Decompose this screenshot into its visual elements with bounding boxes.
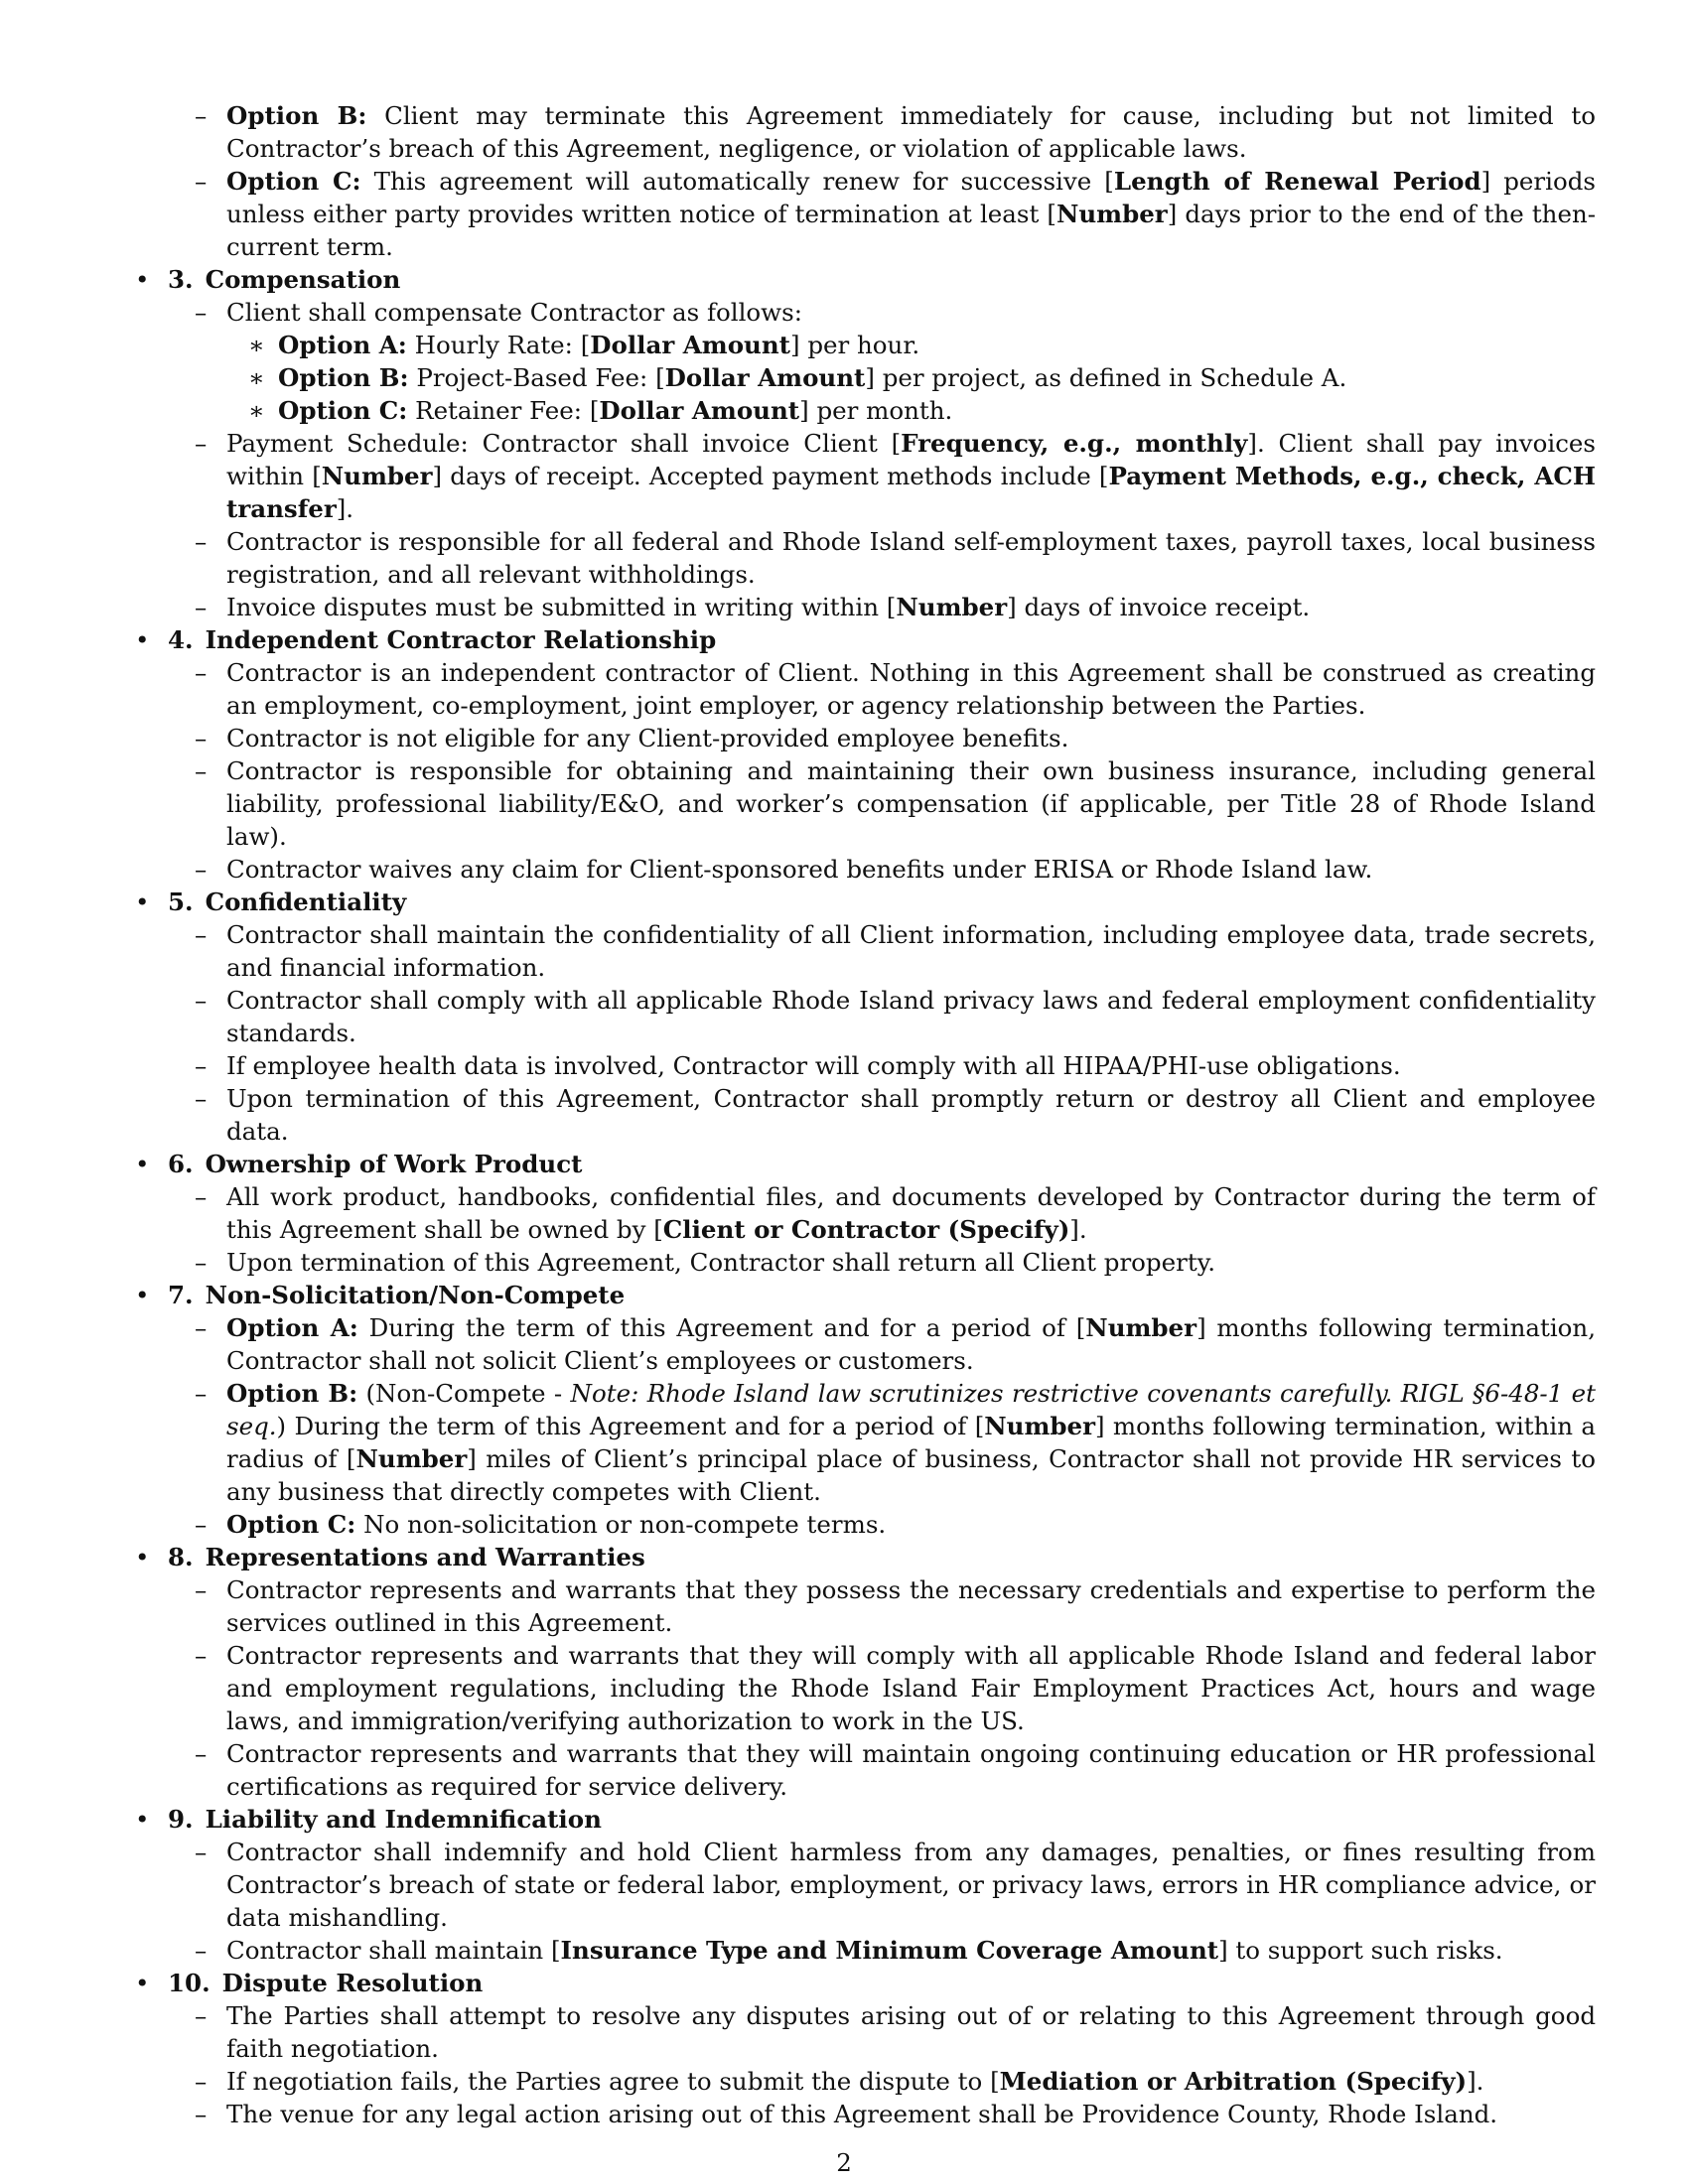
dash-marker: – bbox=[195, 593, 208, 621]
dash-marker: – bbox=[195, 1739, 208, 1768]
dash-marker: – bbox=[195, 1182, 208, 1211]
list-item: – Invoice disputes must be submitted in writing within [Number] days of invoice receipt. bbox=[195, 593, 1311, 621]
dash-marker: – bbox=[195, 1313, 208, 1342]
bullet-marker: • bbox=[135, 887, 150, 916]
dash-marker: – bbox=[195, 658, 208, 687]
dash-marker: – bbox=[195, 1084, 208, 1113]
asterisk-marker: ∗ bbox=[248, 396, 265, 425]
dash-marker: – bbox=[195, 1838, 208, 1866]
list-item: – The venue for any legal action arising out of this Agreement shall be Providence County, Rhode Island. bbox=[195, 2100, 1498, 2128]
list-item: – Option A: During the term of this Agreement and for a period of [Number] months following termination, Contractor shall not solicit Client’s employees or customers. bbox=[195, 1313, 1596, 1375]
dash-marker: – bbox=[195, 986, 208, 1015]
sublist bbox=[131, 1836, 1596, 1967]
section-body bbox=[131, 1573, 1596, 1803]
list-item: – Option B: (Non-Compete - Note: Rhode Island law scrutinizes restrictive covenants carefully. RIGL §6-48-1 et seq.) During the term of this Agreement and for a period of [Number] months following termination, within a radius of [Number] miles of Client’s principal place of business, Contractor shall not provide HR services to any business that directly competes with Client. bbox=[195, 1379, 1596, 1506]
list-item: – Option B: Client may terminate this Agreement immediately for cause, including but not limited to Contractor’s breach of this Agreement, negligence, or violation of applicable laws. bbox=[195, 101, 1596, 163]
section-title: 4. Independent Contractor Relationship bbox=[168, 625, 717, 654]
bullet-marker: • bbox=[135, 265, 150, 294]
dash-marker: – bbox=[195, 2100, 208, 2128]
list-item: – Contractor shall maintain [Insurance Type and Minimum Coverage Amount] to support such risks. bbox=[195, 1936, 1503, 1965]
list-item: ∗ Option C: Retainer Fee: [Dollar Amount] per month. bbox=[248, 396, 953, 425]
dash-marker: – bbox=[195, 527, 208, 556]
termination-options-continued bbox=[131, 99, 1596, 263]
dash-marker: – bbox=[195, 756, 208, 785]
section-independent-contractor bbox=[131, 623, 1596, 656]
dash-marker: – bbox=[195, 1641, 208, 1670]
compensation-options bbox=[226, 329, 1596, 427]
section-liability bbox=[131, 1803, 1596, 1836]
section-title: 7. Non-Solicitation/Non-Compete bbox=[168, 1281, 626, 1309]
section-body bbox=[131, 1836, 1596, 1967]
section-non-solicitation bbox=[131, 1279, 1596, 1311]
agreement-body bbox=[131, 99, 1596, 2130]
bullet-marker: • bbox=[135, 1543, 150, 1571]
section-title: 3. Compensation bbox=[168, 265, 401, 294]
sublist bbox=[131, 1999, 1596, 2130]
section-body bbox=[131, 1311, 1596, 1541]
asterisk-marker: ∗ bbox=[248, 331, 265, 359]
section-title: 8. Representations and Warranties bbox=[168, 1543, 645, 1571]
section-body bbox=[131, 918, 1596, 1148]
list-item: – Upon termination of this Agreement, Contractor shall promptly return or destroy all Client and employee data. bbox=[195, 1084, 1596, 1146]
bullet-marker: • bbox=[135, 1805, 150, 1834]
list-item: – Contractor waives any claim for Client-sponsored benefits under ERISA or Rhode Island law. bbox=[195, 855, 1373, 884]
section-representations bbox=[131, 1541, 1596, 1573]
list-item: – Contractor represents and warrants that they will maintain ongoing continuing education or HR professional certifications as required for service delivery. bbox=[195, 1739, 1596, 1801]
sublist bbox=[131, 656, 1596, 886]
list-item: – Contractor is responsible for all federal and Rhode Island self-employment taxes, payroll taxes, local business registration, and all relevant withholdings. bbox=[195, 527, 1596, 589]
sublist bbox=[131, 1311, 1596, 1541]
section-dispute-resolution bbox=[131, 1967, 1596, 1999]
list-item: – All work product, handbooks, confidential files, and documents developed by Contractor during the term of this Agreement shall be owned by [Client or Contractor (Specify)]. bbox=[195, 1182, 1596, 1244]
section-body bbox=[131, 656, 1596, 886]
sublist bbox=[131, 1573, 1596, 1803]
bullet-marker: • bbox=[135, 1150, 150, 1178]
section-compensation bbox=[131, 263, 1596, 296]
list-item: – Contractor shall indemnify and hold Client harmless from any damages, penalties, or fines resulting from Contractor’s breach of state or federal labor, employment, or privacy laws, errors in HR compliance advice, or data mishandling. bbox=[195, 1838, 1596, 1932]
dash-marker: – bbox=[195, 429, 208, 458]
dash-marker: – bbox=[195, 1248, 208, 1277]
list-item: – Contractor represents and warrants that they will comply with all applicable Rhode Island and federal labor and employment regulations, including the Rhode Island Fair Employment Practices Act, hours and wage laws, and immigration/verifying authorization to work in the US. bbox=[195, 1641, 1596, 1735]
sublist bbox=[131, 296, 1596, 623]
sublist bbox=[131, 1180, 1596, 1279]
list-item: – Contractor shall maintain the confidentiality of all Client information, including employee data, trade secrets, and financial information. bbox=[195, 920, 1596, 982]
sublist bbox=[131, 918, 1596, 1148]
dash-marker: – bbox=[195, 1575, 208, 1604]
dash-marker: – bbox=[195, 920, 208, 949]
list-item: – Contractor represents and warrants that they possess the necessary credentials and expertise to perform the services outlined in this Agreement. bbox=[195, 1575, 1596, 1637]
list-item: – The Parties shall attempt to resolve any disputes arising out of or relating to this Agreement through good faith negotiation. bbox=[195, 2001, 1596, 2063]
asterisk-marker: ∗ bbox=[248, 363, 265, 392]
section-confidentiality bbox=[131, 886, 1596, 918]
list-item: – Contractor is an independent contractor of Client. Nothing in this Agreement shall be construed as creating an employment, co-employment, joint employer, or agency relationship between the Parties. bbox=[195, 658, 1596, 720]
list-item: – If negotiation fails, the Parties agree to submit the dispute to [Mediation or Arbitration (Specify)]. bbox=[195, 2067, 1484, 2096]
list-item: – Contractor is responsible for obtaining and maintaining their own business insurance, including general liability, professional liability/E&O, and worker’s compensation (if applicable, per Title 28 of Rhode Island law). bbox=[195, 756, 1596, 851]
section-body bbox=[131, 296, 1596, 623]
section-title: 6. Ownership of Work Product bbox=[168, 1150, 583, 1178]
section-ownership bbox=[131, 1148, 1596, 1180]
list-item: ∗ Option A: Hourly Rate: [Dollar Amount] per hour. bbox=[248, 331, 920, 359]
dash-marker: – bbox=[195, 724, 208, 752]
section-body bbox=[131, 1999, 1596, 2130]
dash-marker: – bbox=[195, 1379, 208, 1408]
bullet-marker: • bbox=[135, 1969, 150, 1997]
dash-marker: – bbox=[195, 1051, 208, 1080]
list-item: – Payment Schedule: Contractor shall invoice Client [Frequency, e.g., monthly]. Client shall pay invoices within [Number] days of receipt. Accepted payment methods include [Payment Methods, e.g., check, ACH transfer]. bbox=[195, 429, 1596, 523]
dash-marker: – bbox=[195, 2001, 208, 2030]
section-title: 9. Liability and Indemnification bbox=[168, 1805, 602, 1834]
list-item: – Client shall compensate Contractor as follows: ∗ Option A: Hourly Rate: [Dollar Amount] per hour. ∗ Option B: Project-Based Fee: [Dollar Amount] per project, as defined in Schedule A. ∗ Option C: Retainer Fee: [Dollar Amount] per month. bbox=[131, 296, 1596, 427]
dash-marker: – bbox=[195, 1936, 208, 1965]
list-item: – Option C: This agreement will automatically renew for successive [Length of Renewal Period] periods unless either party provides written notice of termination at least [Number] days prior to the end of the then-current term. bbox=[195, 167, 1596, 261]
section-body bbox=[131, 1180, 1596, 1279]
bullet-marker: • bbox=[135, 625, 150, 654]
list-item: – Contractor is not eligible for any Client-provided employee benefits. bbox=[195, 724, 1069, 752]
list-item: – If employee health data is involved, Contractor will comply with all HIPAA/PHI-use obligations. bbox=[195, 1051, 1401, 1080]
dash-marker: – bbox=[195, 101, 208, 130]
list-item: – Contractor shall comply with all applicable Rhode Island privacy laws and federal employment confidentiality standards. bbox=[195, 986, 1596, 1047]
section-list bbox=[131, 263, 1596, 2130]
list-item: ∗ Option B: Project-Based Fee: [Dollar Amount] per project, as defined in Schedule A. bbox=[248, 363, 1347, 392]
list-item: – Option C: No non-solicitation or non-compete terms. bbox=[195, 1510, 887, 1539]
dash-marker: – bbox=[195, 167, 208, 196]
dash-marker: – bbox=[195, 1510, 208, 1539]
list-item: – Upon termination of this Agreement, Contractor shall return all Client property. bbox=[195, 1248, 1216, 1277]
dash-marker: – bbox=[195, 2067, 208, 2096]
dash-marker: – bbox=[195, 298, 208, 327]
section-title: 10. Dispute Resolution bbox=[168, 1969, 484, 1997]
dash-marker: – bbox=[195, 855, 208, 884]
bullet-marker: • bbox=[135, 1281, 150, 1309]
page-number: 2 bbox=[836, 2148, 852, 2177]
section-title: 5. Confidentiality bbox=[168, 887, 407, 916]
